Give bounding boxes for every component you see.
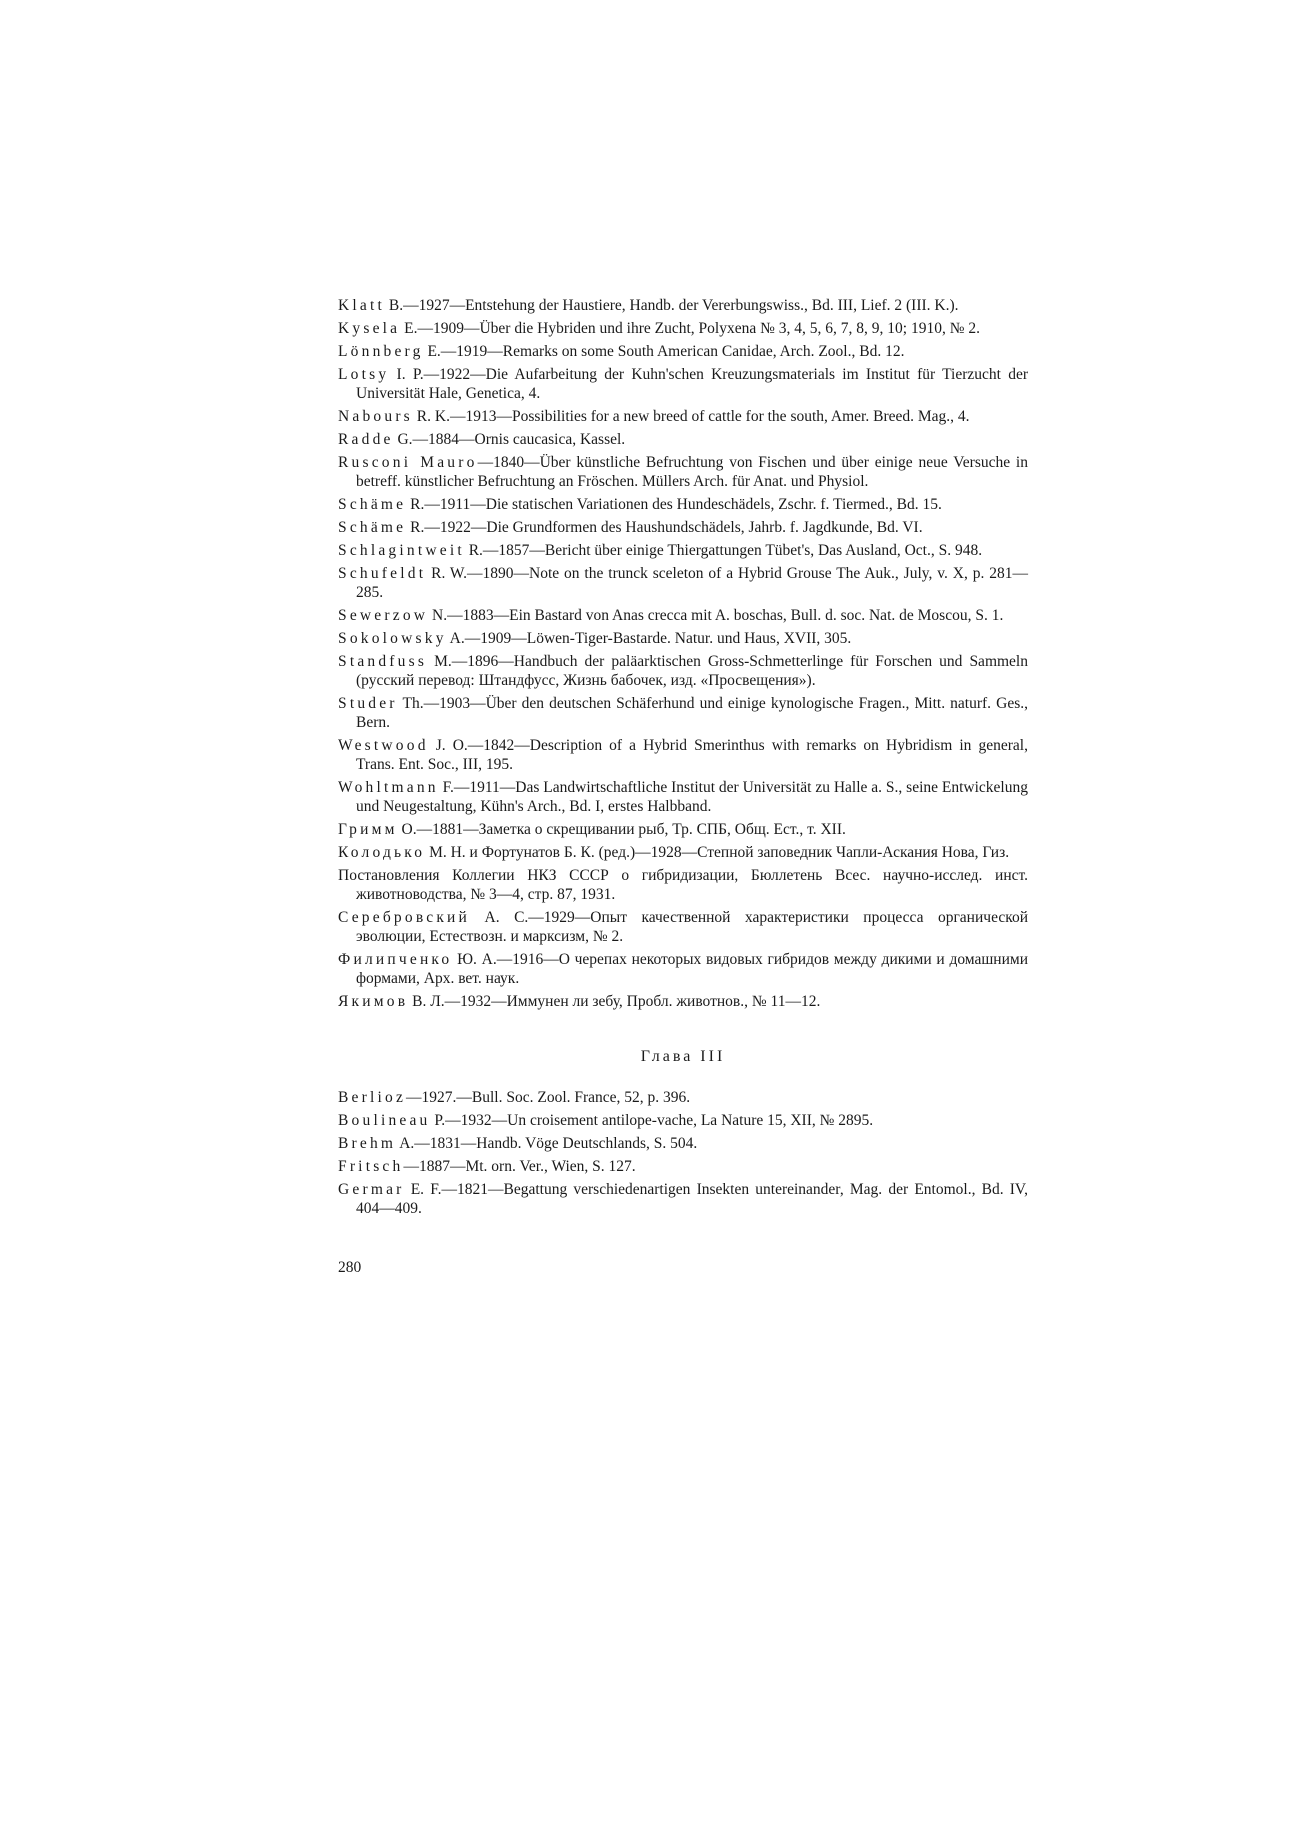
reference-author: Berlioz	[338, 1089, 407, 1106]
reference-entry	[338, 629, 1028, 648]
reference-author: Boulineau	[338, 1112, 431, 1129]
reference-entry	[338, 342, 1028, 361]
reference-details: Ю. А.—1916—О черепах некоторых видовых гибридов между дикими и домашними формами, Арх. вет. наук.	[356, 951, 1028, 987]
reference-entry	[338, 652, 1028, 690]
reference-entry	[338, 541, 1028, 560]
reference-author: Schäme	[338, 519, 407, 536]
reference-author: Колодько	[338, 844, 426, 861]
reference-author: Studer	[338, 695, 398, 712]
reference-details: A.—1831—Handb. Vöge Deutschlands, S. 504.	[396, 1135, 698, 1152]
reference-entry	[338, 365, 1028, 403]
reference-entry	[338, 778, 1028, 816]
reference-details: I. P.—1922—Die Aufarbeitung der Kuhn'schen Kreuzungsmaterials im Institut für Tierzucht der Universität Hale, Genetica, 4.	[356, 366, 1028, 402]
reference-author: Sokolowsky	[338, 630, 447, 647]
reference-details: Постановления Коллегии НКЗ СССР о гибридизации, Бюллетень Всес. научно-исслед. инст. животноводства, № 3—4, стр. 87, 1931.	[338, 867, 1028, 903]
reference-author: Sewerzow	[338, 607, 429, 624]
chapter-heading: Глава III	[640, 1048, 726, 1065]
reference-entry	[338, 564, 1028, 602]
reference-details: F.—1911—Das Landwirtschaftliche Institut der Universität zu Halle a. S., seine Entwickelung und Neugestaltung, Kühn's Arch., Bd. I, erstes Halbband.	[356, 779, 1028, 815]
reference-entry	[338, 518, 1028, 537]
reference-author: Westwood	[338, 737, 429, 754]
reference-details: —1840—Über künstliche Befruchtung von Fischen und über einige neue Versuche in betreff. künstlicher Befruchtung an Fröschen. Müllers Arch. für Anat. und Physiol.	[356, 454, 1028, 490]
page-content	[338, 296, 1028, 1277]
reference-details: P.—1932—Un croisement antilope-vache, La Nature 15, XII, № 2895.	[430, 1112, 874, 1129]
reference-details: R.—1922—Die Grundformen des Haushundschädels, Jahrb. f. Jagdkunde, Bd. VI.	[406, 519, 923, 536]
reference-details: —1927.—Bull. Soc. Zool. France, 52, p. 396.	[406, 1089, 691, 1106]
reference-details: —1887—Mt. orn. Ver., Wien, S. 127.	[403, 1158, 636, 1175]
reference-entry	[338, 1111, 1028, 1130]
reference-details: R.—1911—Die statischen Variationen des Hundeschädels, Zschr. f. Tiermed., Bd. 15.	[406, 496, 942, 513]
reference-entry	[338, 1157, 1028, 1176]
reference-details: J. O.—1842—Description of a Hybrid Smerinthus with remarks on Hybridism in general, Trans. Ent. Soc., III, 195.	[356, 737, 1028, 773]
reference-details: В. Л.—1932—Иммунен ли зебу, Пробл. животнов., № 11—12.	[408, 993, 821, 1010]
reference-entry	[338, 950, 1028, 988]
page-number: 280	[338, 1259, 362, 1276]
reference-author: Brehm	[338, 1135, 397, 1152]
reference-author: Schufeldt	[338, 565, 427, 582]
reference-details: А. С.—1929—Опыт качественной характеристики процесса органической эволюции, Естествозн. и марксизм, № 2.	[356, 909, 1028, 945]
reference-author: Гримм	[338, 821, 398, 838]
reference-details: О.—1881—Заметка о скрещивании рыб, Тр. СПБ, Общ. Ест., т. XII.	[397, 821, 846, 838]
reference-entry	[338, 908, 1028, 946]
reference-entry	[338, 606, 1028, 625]
reference-details: E. F.—1821—Begattung verschiedenartigen Insekten untereinander, Mag. der Entomol., Bd. IV, 404—409.	[356, 1181, 1028, 1217]
reference-author: Wohltmann	[338, 779, 439, 796]
reference-author: Rusconi Mauro	[338, 454, 478, 471]
reference-entry	[338, 495, 1028, 514]
reference-details: Th.—1903—Über den deutschen Schäferhund und einige kynologische Fragen., Mitt. naturf. Ges., Bern.	[356, 695, 1028, 731]
reference-details: B.—1927—Entstehung der Haustiere, Handb. der Vererbungswiss., Bd. III, Lief. 2 (III. K.).	[385, 297, 959, 314]
reference-details: E.—1909—Über die Hybriden und ihre Zucht, Polyxena № 3, 4, 5, 6, 7, 8, 9, 10; 1910, № 2.	[400, 320, 981, 337]
reference-author: Schlagintweit	[338, 542, 465, 559]
reference-details: R.—1857—Bericht über einige Thiergattungen Tübet's, Das Ausland, Oct., S. 948.	[464, 542, 983, 559]
reference-entry	[338, 296, 1028, 315]
reference-entry	[338, 1088, 1028, 1107]
reference-author: Филипченко	[338, 951, 453, 968]
reference-entry	[338, 430, 1028, 449]
reference-entry	[338, 694, 1028, 732]
reference-list-chapter-2	[338, 296, 1028, 1011]
reference-author: Schäme	[338, 496, 407, 513]
reference-entry	[338, 319, 1028, 338]
reference-author: Lotsy	[338, 366, 390, 383]
reference-details: М. Н. и Фортунатов Б. К. (ред.)—1928—Степной заповедник Чапли-Аскания Нова, Гиз.	[425, 844, 1010, 861]
reference-entry	[338, 407, 1028, 426]
reference-entry	[338, 992, 1028, 1011]
reference-author: Kysela	[338, 320, 401, 337]
reference-author: Standfuss	[338, 653, 428, 670]
reference-author: Серебровский	[338, 909, 471, 926]
reference-entry	[338, 1134, 1028, 1153]
reference-author: Germar	[338, 1181, 405, 1198]
reference-entry	[338, 736, 1028, 774]
reference-entry	[338, 820, 1028, 839]
reference-details: R. W.—1890—Note on the trunck sceleton of a Hybrid Grouse The Auk., July, v. X, p. 281—285.	[356, 565, 1028, 601]
reference-author: Nabours	[338, 408, 413, 425]
reference-details: E.—1919—Remarks on some South American Canidae, Arch. Zool., Bd. 12.	[423, 343, 905, 360]
reference-details: M.—1896—Handbuch der paläarktischen Gross-Schmetterlinge für Forschen und Sammeln (русский перевод: Штандфусс, Жизнь бабочек, изд. «Просвещения»).	[356, 653, 1028, 689]
reference-author: Klatt	[338, 297, 385, 314]
reference-list-chapter-3	[338, 1088, 1028, 1218]
reference-entry	[338, 843, 1028, 862]
reference-author: Radde	[338, 431, 394, 448]
reference-details: G.—1884—Ornis caucasica, Kassel.	[393, 431, 626, 448]
reference-entry	[338, 1180, 1028, 1218]
reference-author: Якимов	[338, 993, 409, 1010]
reference-entry	[338, 866, 1028, 904]
reference-entry	[338, 453, 1028, 491]
reference-details: R. K.—1913—Possibilities for a new breed of cattle for the south, Amer. Breed. Mag., 4.	[412, 408, 970, 425]
reference-details: N.—1883—Ein Bastard von Anas crecca mit A. boschas, Bull. d. soc. Nat. de Moscou, S. 1.	[428, 607, 1004, 624]
reference-author: Fritsch	[338, 1158, 404, 1175]
reference-details: A.—1909—Löwen-Tiger-Bastarde. Natur. und Haus, XVII, 305.	[446, 630, 852, 647]
reference-author: Lönnberg	[338, 343, 424, 360]
